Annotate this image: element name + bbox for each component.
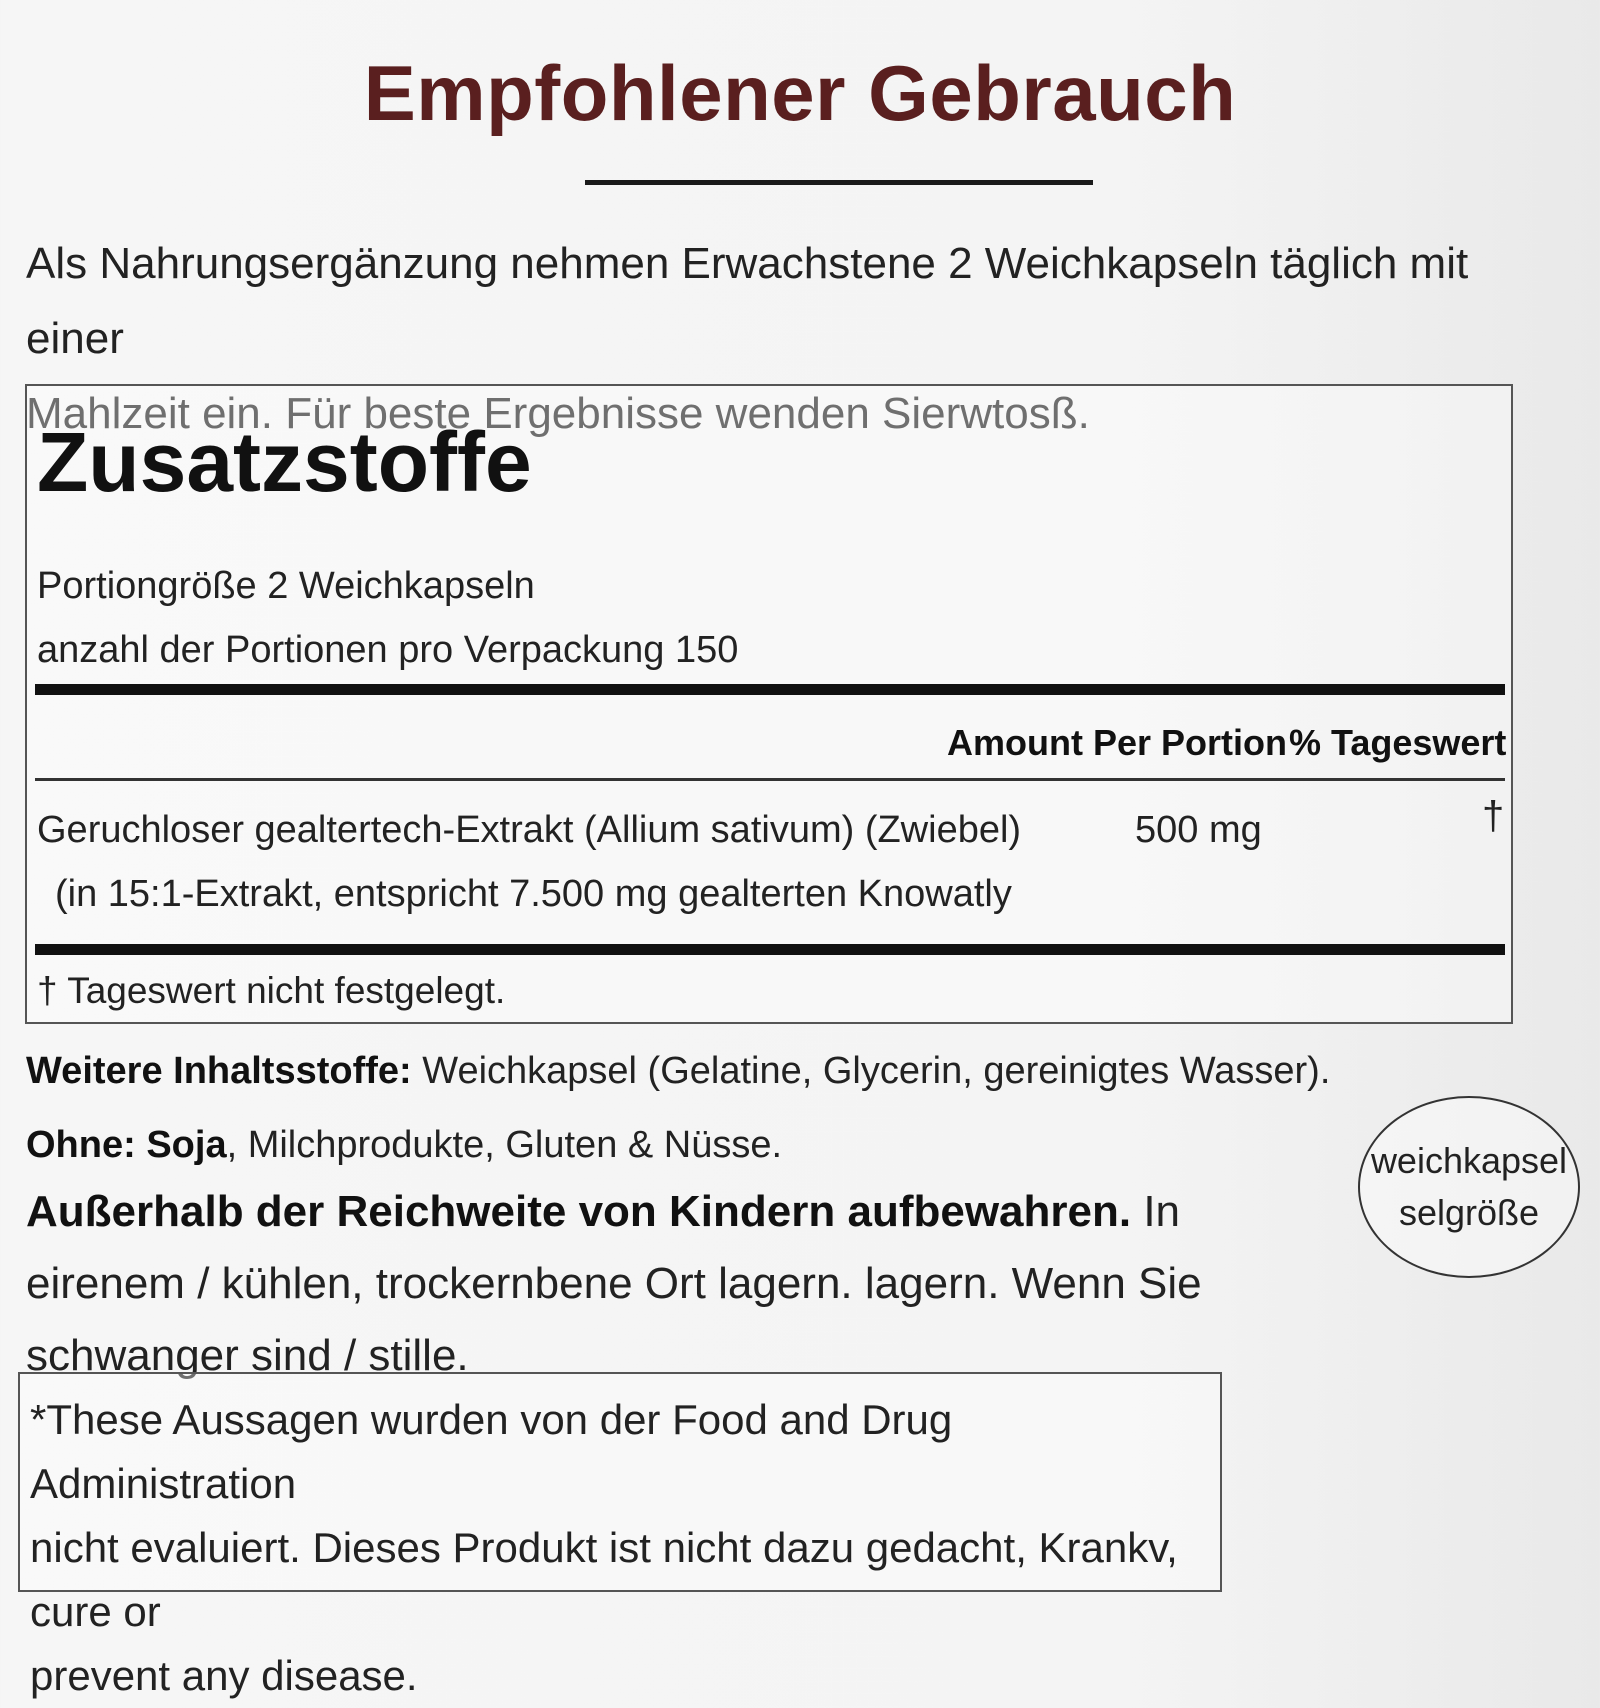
- daily-value-footnote: † Tageswert nicht festgelegt.: [37, 970, 506, 1011]
- facts-title: Zusatzstoffe: [37, 415, 532, 509]
- ingredient-sub-line: (in 15:1-Extrakt, entspricht 7.500 mg gealterten Knowatly: [55, 873, 1012, 915]
- thick-divider-top: [35, 684, 1505, 695]
- supplement-facts-panel: [25, 384, 1513, 1024]
- title-underline: [585, 180, 1093, 185]
- fda-disclaimer: [18, 1372, 1222, 1699]
- free-from-label: Ohne: Soja: [26, 1124, 227, 1166]
- servings-per-container: anzahl der Portionen pro Verpackung 150: [37, 629, 739, 671]
- thick-divider-bottom: [35, 944, 1505, 955]
- disclaimer-line-3: prevent any disease.: [30, 1652, 418, 1699]
- storage-warning-text: In eirenem / kühlen, trockernbene Ort lagern. lagern. Wenn Sie schwanger sind / stille.: [26, 1187, 1202, 1380]
- badge-line-1: weichkapsel: [1370, 1140, 1568, 1181]
- column-header-daily-value: % Tageswert: [1289, 722, 1507, 763]
- disclaimer-line-2: nicht evaluiert. Dieses Produkt ist nicht dazu gedacht, Krankv, cure or: [30, 1524, 1178, 1635]
- page-title: Empfohlener Gebrauch: [363, 49, 1237, 137]
- storage-warning: [26, 1176, 1346, 1392]
- ingredient-name-line: Geruchloser gealtertech-Extrakt (Allium sativum) (Zwiebel): [37, 809, 1022, 851]
- disclaimer-line-1: *These Aussagen wurden von der Food and Drug Administration: [30, 1396, 953, 1507]
- serving-info: [37, 554, 738, 682]
- other-ingredients: [26, 1050, 1330, 1093]
- softgel-size-badge: [1358, 1096, 1580, 1278]
- thin-divider: [35, 778, 1505, 781]
- ingredient-daily-value: †: [1482, 794, 1505, 838]
- serving-size: Portiongröße 2 Weichkapseln: [37, 565, 535, 607]
- ingredient-amount: 500 mg: [1135, 809, 1262, 851]
- other-ingredients-text: Weichkapsel (Gelatine, Glycerin, gereinigtes Wasser).: [411, 1050, 1331, 1092]
- storage-warning-bold: Außerhalb der Reichweite von Kindern aufbewahren.: [26, 1187, 1132, 1236]
- column-header-amount: Amount Per Portion: [947, 722, 1287, 763]
- other-ingredients-label: Weitere Inhaltsstoffe:: [26, 1050, 412, 1092]
- ingredient-name: [37, 798, 1021, 926]
- usage-line-1: Als Nahrungsergänzung nehmen Erwachstene 2 Weichkapseln täglich mit einer: [26, 239, 1469, 363]
- badge-line-2: selgröße: [1398, 1192, 1540, 1233]
- free-from: [26, 1124, 782, 1167]
- free-from-text: , Milchprodukte, Gluten & Nüsse.: [226, 1124, 783, 1166]
- usage-line-2: Mahlzeit ein. Für beste Ergebnisse wenden Sierwtosß.: [26, 389, 1090, 438]
